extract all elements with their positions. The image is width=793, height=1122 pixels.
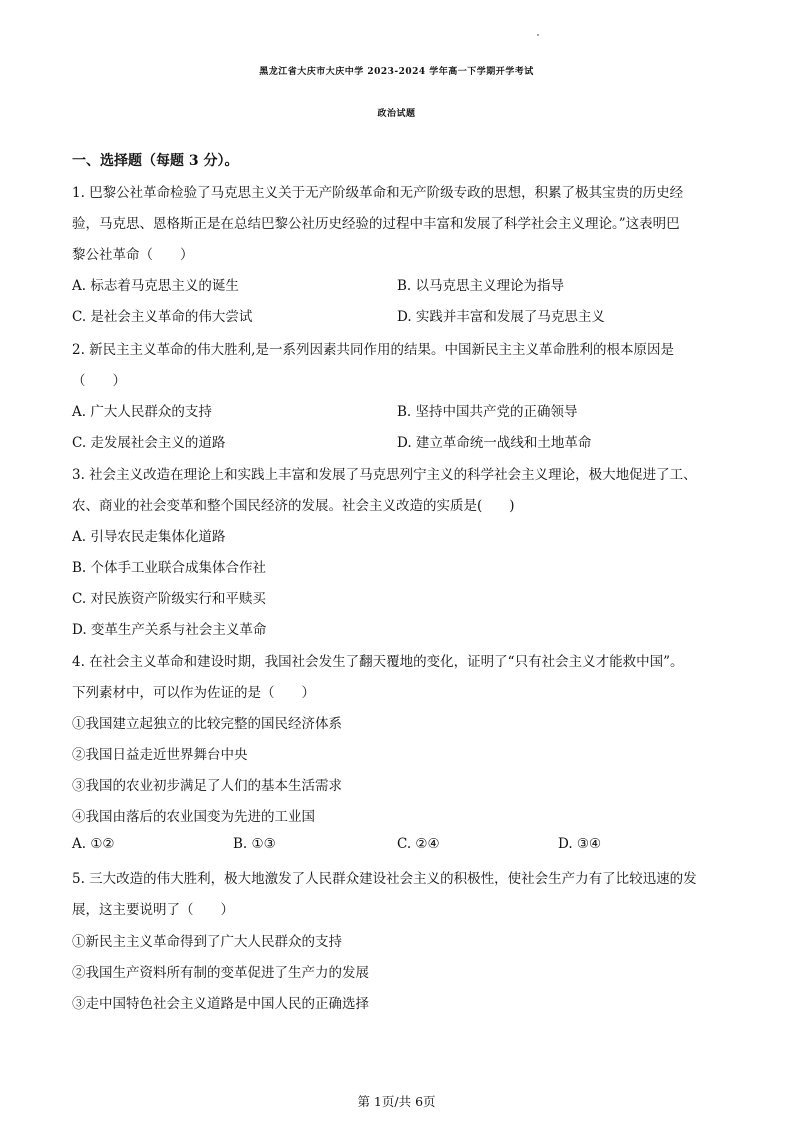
question-1-line-1: 1. 巴黎公社革命检验了马克思主义关于无产阶级革命和无产阶级专政的思想，积累了极其宝贵的历史经 [72, 185, 684, 201]
question-3-line-1: 3. 社会主义改造在理论上和实践上丰富和发展了马克思列宁主义的科学社会主义理论，极大地促进了工、 [72, 467, 697, 483]
question-4-option-b: B. ①③ [233, 836, 276, 852]
question-2-option-a: A. 广大人民群众的支持 [72, 404, 212, 420]
question-4-statement-1: ①我国建立起独立的比较完整的国民经济体系 [72, 716, 342, 732]
question-3-option-b: B. 个体手工业联合成集体合作社 [72, 560, 267, 576]
scan-dot [537, 34, 539, 36]
question-5-statement-2: ②我国生产资料所有制的变革促进了生产力的发展 [72, 965, 369, 981]
document-title: 黑龙江省大庆市大庆中学 2023-2024 学年高一下学期开学考试 [259, 67, 534, 77]
question-5-line-2: 展，这主要说明了（ ） [72, 902, 234, 918]
question-3-option-d: D. 变革生产关系与社会主义革命 [72, 622, 267, 638]
question-4-statement-2: ②我国日益走近世界舞台中央 [72, 747, 248, 763]
question-2-option-b: B. 坚持中国共产党的正确领导 [397, 404, 578, 420]
question-2-line-2: （ ） [72, 373, 126, 389]
document-subtitle: 政治试题 [377, 109, 416, 119]
question-4-option-a: A. ①② [72, 836, 115, 852]
section-heading: 一、选择题（每题 3 分）。 [72, 153, 239, 169]
question-5-statement-3: ③走中国特色社会主义道路是中国人民的正确选择 [72, 996, 369, 1012]
question-4-statement-4: ④我国由落后的农业国变为先进的工业国 [72, 809, 315, 825]
question-1-line-3: 黎公社革命（ ） [72, 247, 194, 263]
question-1-option-b: B. 以马克思主义理论为指导 [397, 278, 565, 294]
question-1-option-d: D. 实践并丰富和发展了马克思主义 [397, 309, 605, 325]
question-3-line-2: 农、商业的社会变革和整个国民经济的发展。社会主义改造的实质是( ) [72, 498, 515, 514]
question-4-option-c: C. ②④ [397, 836, 440, 852]
question-1-line-2: 验，马克思、恩格斯正是在总结巴黎公社历史经验的过程中丰富和发展了科学社会主义理论。”这表明巴 [72, 216, 680, 232]
question-4-option-d: D. ③④ [558, 836, 602, 852]
question-4-line-2: 下列素材中，可以作为佐证的是（ ） [72, 685, 315, 701]
question-2-option-c: C. 走发展社会主义的道路 [72, 435, 226, 451]
question-4-statement-3: ③我国的农业初步满足了人们的基本生活需求 [72, 778, 342, 794]
question-2-option-d: D. 建立革命统一战线和土地革命 [397, 435, 592, 451]
question-3-option-c: C. 对民族资产阶级实行和平赎买 [72, 591, 266, 607]
question-5-statement-1: ①新民主主义革命得到了广大人民群众的支持 [72, 934, 342, 950]
question-1-option-a: A. 标志着马克思主义的诞生 [72, 278, 239, 294]
question-3-option-a: A. 引导农民走集体化道路 [72, 529, 226, 545]
question-1-option-c: C. 是社会主义革命的伟大尝试 [72, 309, 253, 325]
page-number-footer: 第 1页/共 6页 [357, 1094, 436, 1109]
question-5-line-1: 5. 三大改造的伟大胜利，极大地激发了人民群众建设社会主义的积极性，使社会生产力有了比较迅速的发 [72, 871, 697, 887]
question-2-line-1: 2. 新民主主义革命的伟大胜利,是一系列因素共同作用的结果。中国新民主主义革命胜利的根本原因是 [72, 342, 674, 358]
question-4-line-1: 4. 在社会主义革命和建设时期，我国社会发生了翻天覆地的变化，证明了“只有社会主义才能救中国”。 [72, 654, 684, 670]
